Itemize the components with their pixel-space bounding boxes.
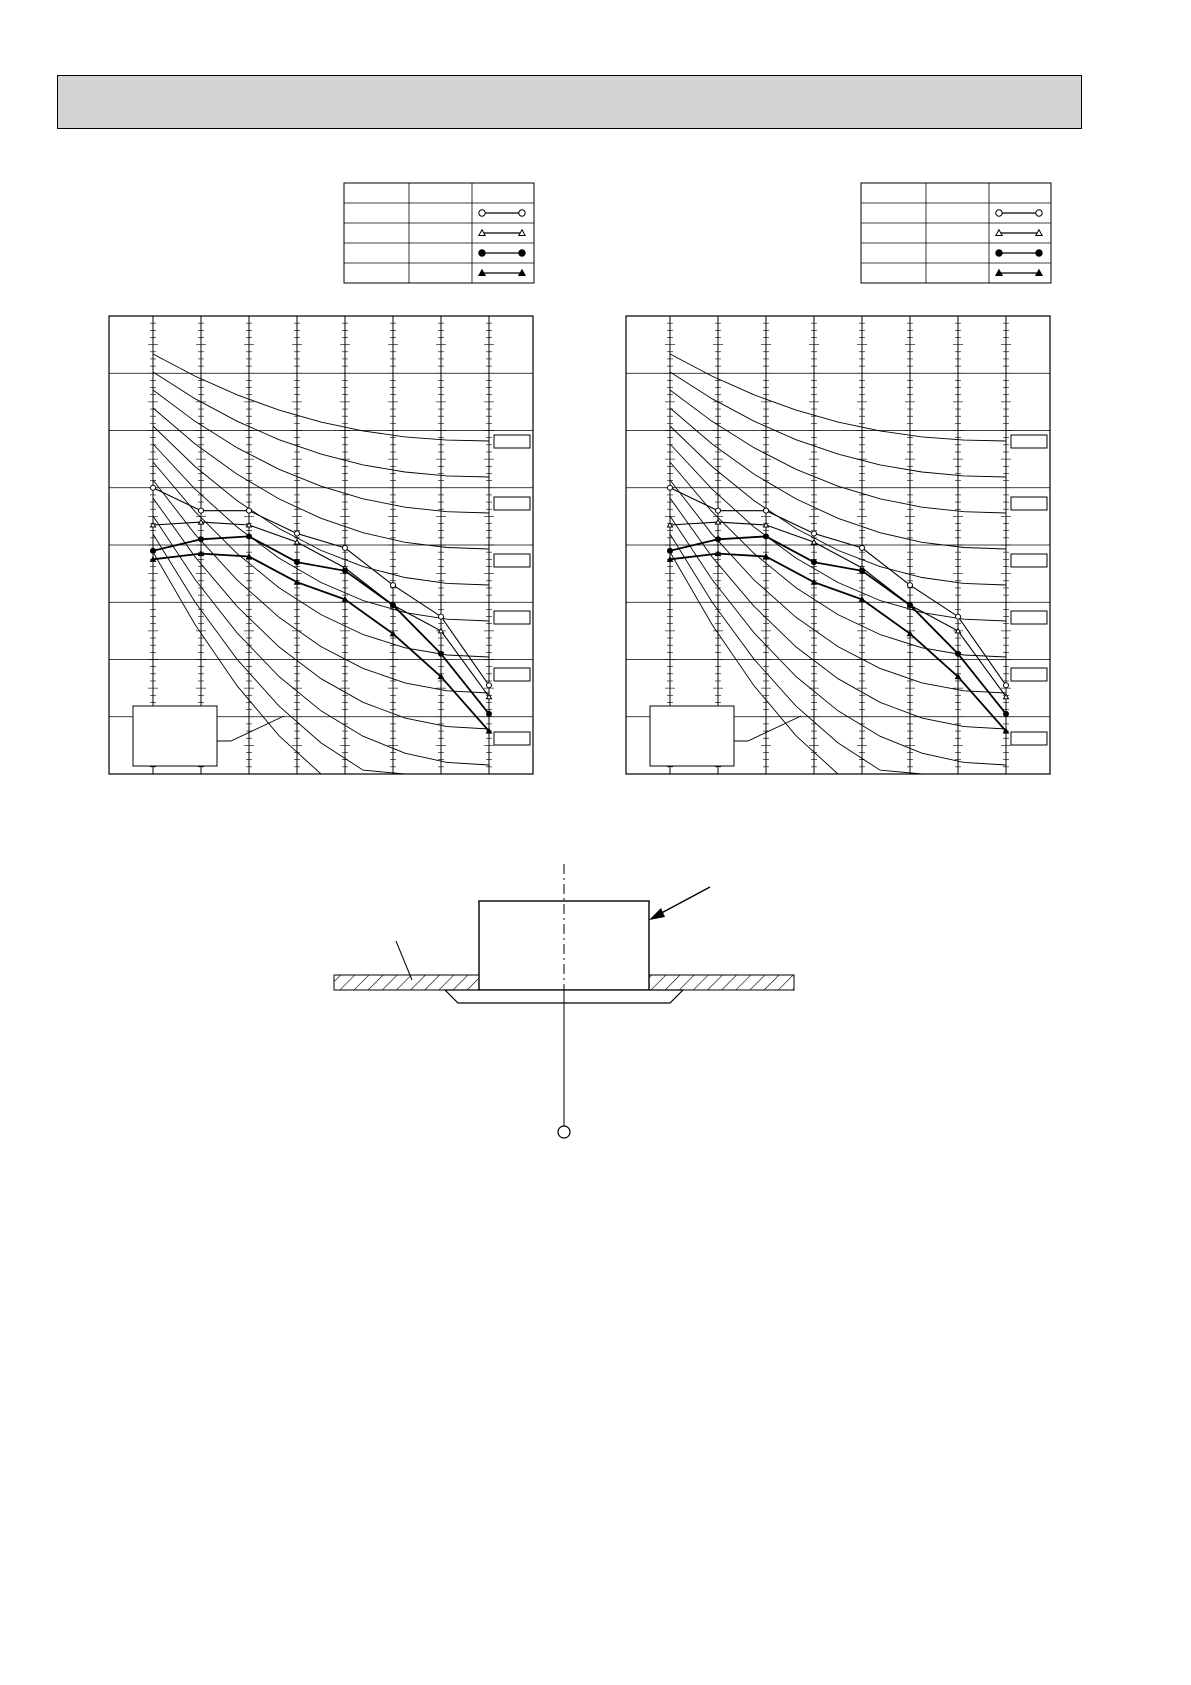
marker-open-circle xyxy=(295,531,300,536)
marker-filled-circle xyxy=(519,250,525,256)
chart-right xyxy=(626,316,1050,774)
marker-filled-circle xyxy=(1004,711,1009,716)
marker-filled-circle xyxy=(439,651,444,656)
legend-table-right xyxy=(861,183,1051,283)
marker-open-circle xyxy=(439,614,444,619)
ceiling-left xyxy=(334,975,479,990)
marker-open-circle xyxy=(247,508,252,513)
nc-label-box xyxy=(494,611,530,624)
nc-label-box xyxy=(1011,497,1047,510)
nc-label-box xyxy=(494,732,530,745)
ceiling-leader xyxy=(396,941,412,980)
marker-open-circle xyxy=(668,485,673,490)
marker-filled-circle xyxy=(295,560,300,565)
marker-open-circle xyxy=(391,583,396,588)
marker-filled-circle xyxy=(860,568,865,573)
marker-open-circle xyxy=(716,508,721,513)
nc-label-box xyxy=(1011,668,1047,681)
ceiling-right xyxy=(649,975,794,990)
marker-filled-circle xyxy=(764,534,769,539)
nc-label-box xyxy=(1011,732,1047,745)
marker-filled-circle xyxy=(343,568,348,573)
note-box xyxy=(650,706,734,766)
marker-open-circle xyxy=(908,583,913,588)
marker-filled-circle xyxy=(391,603,396,608)
legend-table-left xyxy=(344,183,534,283)
marker-open-circle xyxy=(996,210,1002,216)
measurement-diagram xyxy=(334,864,794,1138)
marker-filled-circle xyxy=(668,548,673,553)
marker-open-circle xyxy=(151,485,156,490)
marker-open-circle xyxy=(812,531,817,536)
marker-filled-circle xyxy=(956,651,961,656)
marker-filled-circle xyxy=(487,711,492,716)
marker-filled-circle xyxy=(247,534,252,539)
marker-filled-circle xyxy=(716,537,721,542)
marker-open-circle xyxy=(1004,683,1009,688)
marker-open-circle xyxy=(479,210,485,216)
marker-open-circle xyxy=(199,508,204,513)
marker-filled-circle xyxy=(199,537,204,542)
nc-label-box xyxy=(494,435,530,448)
marker-open-circle xyxy=(487,683,492,688)
nc-label-box xyxy=(494,554,530,567)
chart-left xyxy=(109,316,533,774)
marker-filled-circle xyxy=(996,250,1002,256)
marker-filled-circle xyxy=(479,250,485,256)
marker-open-circle xyxy=(1036,210,1042,216)
marker-open-circle xyxy=(860,545,865,550)
unit-arrowhead xyxy=(649,908,665,920)
nc-label-box xyxy=(494,497,530,510)
marker-open-circle xyxy=(343,545,348,550)
nc-label-box xyxy=(494,668,530,681)
marker-filled-circle xyxy=(1036,250,1042,256)
marker-filled-circle xyxy=(908,603,913,608)
note-box xyxy=(133,706,217,766)
marker-filled-circle xyxy=(812,560,817,565)
marker-open-circle xyxy=(764,508,769,513)
nc-label-box xyxy=(1011,554,1047,567)
nc-label-box xyxy=(1011,435,1047,448)
marker-open-circle xyxy=(956,614,961,619)
nc-label-box xyxy=(1011,611,1047,624)
microphone-point xyxy=(558,1126,570,1138)
marker-filled-circle xyxy=(151,548,156,553)
marker-open-circle xyxy=(519,210,525,216)
